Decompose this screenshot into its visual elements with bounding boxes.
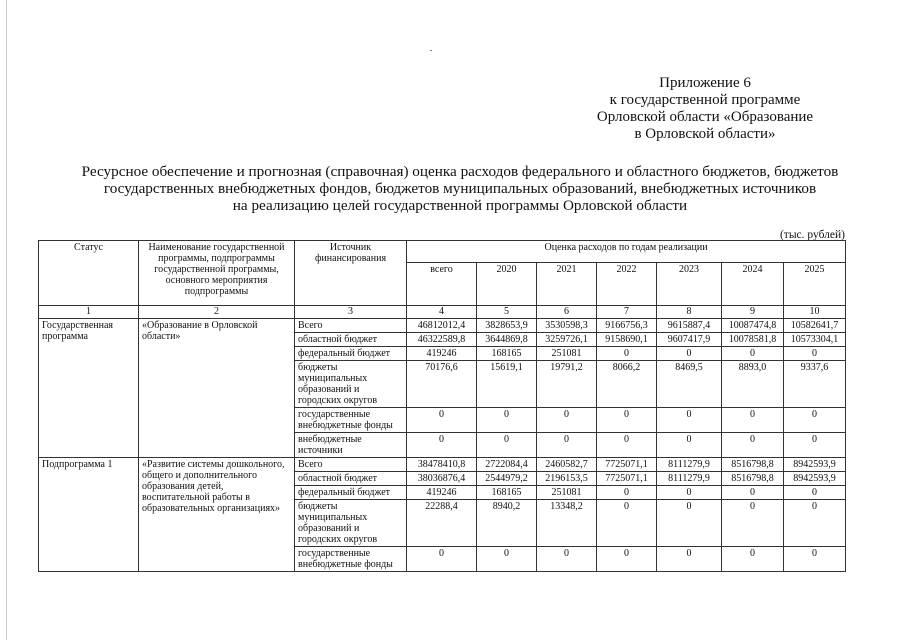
row-value: 46322589,8 <box>407 333 477 347</box>
appendix-line: Орловской области «Образование <box>596 109 814 125</box>
row-value: 0 <box>784 486 846 500</box>
row-value: 10582641,7 <box>784 319 846 333</box>
row-value: 8111279,9 <box>657 472 722 486</box>
appendix-line: к государственной программе <box>609 92 801 108</box>
column-index: 5 <box>477 306 537 319</box>
row-value: 38036876,4 <box>407 472 477 486</box>
row-funding-source: внебюджетные источники <box>295 433 407 458</box>
row-value: 168165 <box>477 347 537 361</box>
column-index: 3 <box>295 306 407 319</box>
row-value: 0 <box>722 347 784 361</box>
row-value: 0 <box>657 547 722 572</box>
row-value: 0 <box>407 433 477 458</box>
row-value: 3828653,9 <box>477 319 537 333</box>
row-value: 10078581,8 <box>722 333 784 347</box>
row-value: 0 <box>407 408 477 433</box>
row-value: 2196153,5 <box>537 472 597 486</box>
row-value: 0 <box>657 433 722 458</box>
row-value: 8111279,9 <box>657 458 722 472</box>
header-program-name: Наименование государственной программы, подпрограммы государственной программы, основного мероприятия подпрограммы <box>139 241 295 306</box>
row-value: 0 <box>537 547 597 572</box>
header-year: 2025 <box>784 263 846 306</box>
budget-table <box>38 240 846 572</box>
page-edge-line <box>6 0 7 640</box>
appendix-line: в Орловской области» <box>634 126 776 142</box>
row-funding-source: федеральный бюджет <box>295 347 407 361</box>
row-funding-source: федеральный бюджет <box>295 486 407 500</box>
table-row <box>39 458 846 472</box>
title-line: Ресурсное обеспечение и прогнозная (справочная) оценка расходов федерального и областного бюджетов, бюджетов <box>81 163 839 180</box>
row-value: 0 <box>784 408 846 433</box>
row-value: 8516798,8 <box>722 472 784 486</box>
row-value: 0 <box>657 500 722 547</box>
document-title <box>40 163 880 214</box>
row-funding-source: областной бюджет <box>295 472 407 486</box>
row-value: 419246 <box>407 486 477 500</box>
row-value: 8066,2 <box>597 361 657 408</box>
row-value: 38478410,8 <box>407 458 477 472</box>
header-status: Статус <box>39 241 139 306</box>
row-value: 0 <box>537 408 597 433</box>
row-value: 0 <box>722 486 784 500</box>
row-status: Государственная программа <box>39 319 139 458</box>
row-value: 9337,6 <box>784 361 846 408</box>
row-funding-source: государственные внебюджетные фонды <box>295 408 407 433</box>
row-value: 0 <box>722 547 784 572</box>
row-value: 13348,2 <box>537 500 597 547</box>
row-value: 10087474,8 <box>722 319 784 333</box>
row-value: 2544979,2 <box>477 472 537 486</box>
row-value: 0 <box>722 433 784 458</box>
row-value: 0 <box>784 347 846 361</box>
row-value: 0 <box>537 433 597 458</box>
row-value: 0 <box>477 433 537 458</box>
row-value: 9166756,3 <box>597 319 657 333</box>
row-value: 0 <box>407 547 477 572</box>
row-program-name: «Развитие системы дошкольного, общего и дополнительного образования детей, воспитательной работы в образовательных организациях» <box>139 458 295 572</box>
header-year: 2020 <box>477 263 537 306</box>
column-index: 6 <box>537 306 597 319</box>
row-value: 0 <box>597 547 657 572</box>
row-value: 15619,1 <box>477 361 537 408</box>
row-funding-source: Всего <box>295 458 407 472</box>
row-value: 0 <box>597 347 657 361</box>
column-index: 1 <box>39 306 139 319</box>
row-value: 8942593,9 <box>784 458 846 472</box>
row-value: 0 <box>657 408 722 433</box>
title-line: государственных внебюджетных фондов, бюджетов муниципальных образований, внебюджетных источников <box>103 180 817 197</box>
row-funding-source: областной бюджет <box>295 333 407 347</box>
header-year: 2021 <box>537 263 597 306</box>
row-value: 9615887,4 <box>657 319 722 333</box>
row-value: 0 <box>657 347 722 361</box>
row-value: 22288,4 <box>407 500 477 547</box>
row-value: 8516798,8 <box>722 458 784 472</box>
row-value: 0 <box>597 408 657 433</box>
row-value: 0 <box>477 408 537 433</box>
column-index: 2 <box>139 306 295 319</box>
row-value: 0 <box>722 408 784 433</box>
column-index: 10 <box>784 306 846 319</box>
row-value: 9158690,1 <box>597 333 657 347</box>
table-row <box>39 319 846 333</box>
row-value: 7725071,1 <box>597 458 657 472</box>
row-value: 0 <box>784 433 846 458</box>
row-value: 0 <box>477 547 537 572</box>
header-year: всего <box>407 263 477 306</box>
header-year: 2023 <box>657 263 722 306</box>
scan-speck <box>430 50 432 51</box>
column-index-row <box>39 306 846 319</box>
row-value: 46812012,4 <box>407 319 477 333</box>
row-value: 3259726,1 <box>537 333 597 347</box>
row-status: Подпрограмма 1 <box>39 458 139 572</box>
row-value: 0 <box>597 486 657 500</box>
row-value: 8942593,9 <box>784 472 846 486</box>
row-value: 0 <box>722 500 784 547</box>
row-value: 0 <box>657 486 722 500</box>
header-year: 2024 <box>722 263 784 306</box>
row-value: 3644869,8 <box>477 333 537 347</box>
row-value: 251081 <box>537 486 597 500</box>
row-value: 419246 <box>407 347 477 361</box>
row-funding-source: бюджеты муниципальных образований и городских округов <box>295 500 407 547</box>
row-funding-source: бюджеты муниципальных образований и городских округов <box>295 361 407 408</box>
header-year: 2022 <box>597 263 657 306</box>
row-funding-source: Всего <box>295 319 407 333</box>
column-index: 8 <box>657 306 722 319</box>
row-value: 0 <box>597 500 657 547</box>
header-estimate: Оценка расходов по годам реализации <box>407 241 846 263</box>
row-value: 2460582,7 <box>537 458 597 472</box>
row-value: 10573304,1 <box>784 333 846 347</box>
unit-label: (тыс. рублей) <box>779 229 845 241</box>
header-funding-source: Источник финансирования <box>295 241 407 306</box>
row-value: 251081 <box>537 347 597 361</box>
row-value: 8893,0 <box>722 361 784 408</box>
appendix-line: Приложение 6 <box>659 75 751 91</box>
column-index: 7 <box>597 306 657 319</box>
row-funding-source: государственные внебюджетные фонды <box>295 547 407 572</box>
row-value: 8940,2 <box>477 500 537 547</box>
column-index: 4 <box>407 306 477 319</box>
row-value: 3530598,3 <box>537 319 597 333</box>
row-value: 8469,5 <box>657 361 722 408</box>
row-value: 7725071,1 <box>597 472 657 486</box>
row-value: 168165 <box>477 486 537 500</box>
row-value: 0 <box>597 433 657 458</box>
appendix-caption <box>570 75 840 143</box>
row-value: 70176,6 <box>407 361 477 408</box>
column-index: 9 <box>722 306 784 319</box>
header-row <box>39 241 846 263</box>
title-line: на реализацию целей государственной программы Орловской области <box>232 197 688 214</box>
row-program-name: «Образование в Орловской области» <box>139 319 295 458</box>
row-value: 19791,2 <box>537 361 597 408</box>
row-value: 0 <box>784 547 846 572</box>
row-value: 0 <box>784 500 846 547</box>
row-value: 9607417,9 <box>657 333 722 347</box>
row-value: 2722084,4 <box>477 458 537 472</box>
